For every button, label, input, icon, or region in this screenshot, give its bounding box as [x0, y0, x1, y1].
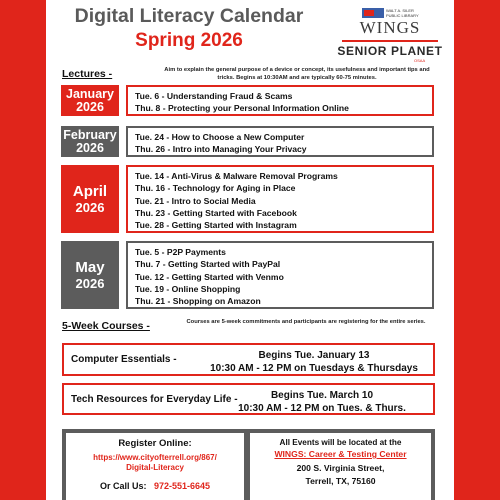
location-city: Terrell, TX, 75160 — [305, 476, 376, 486]
osaa-mark: OSAA — [414, 58, 426, 63]
month-label-february: February 2026 — [61, 126, 119, 157]
course-name: Computer Essentials - — [71, 354, 177, 365]
event-item: Thu. 8 - Protecting your Personal Information Online — [135, 103, 349, 114]
page-title: Digital Literacy Calendar — [74, 5, 304, 27]
month-row-may — [61, 241, 434, 309]
logo-divider — [342, 40, 438, 42]
event-item: Tue. 6 - Understanding Fraud & Scams — [135, 91, 293, 101]
location-panel — [250, 433, 431, 500]
month-row-february — [61, 126, 434, 157]
event-list-january — [126, 85, 434, 116]
event-list-april — [126, 165, 434, 233]
register-link[interactable]: https://www.cityofterrell.org/867/ — [93, 453, 217, 462]
event-item: Thu. 16 - Technology for Aging in Place — [135, 183, 296, 194]
lectures-description: Aim to explain the general purpose of a device or concept, its usefulness and important tips and tricks. Begins at 10:30AM and are typically 60-75 minutes. — [164, 67, 430, 81]
location-street: 200 S. Virginia Street, — [296, 463, 385, 473]
course-tech-resources — [62, 383, 435, 415]
event-item: Tue. 21 - Intro to Social Media — [135, 195, 256, 206]
course-name: Tech Resources for Everyday Life - — [71, 393, 238, 405]
course-schedule: Begins Tue. March 10 10:30 AM - 12 PM on Tues. & Thurs. — [238, 390, 406, 414]
event-item: Tue. 12 - Getting Started with Venmo — [135, 271, 284, 282]
courses-heading: 5-Week Courses - — [62, 320, 150, 332]
library-badge-mark — [362, 8, 384, 18]
event-item: Thu. 26 - Intro into Managing Your Privacy — [135, 144, 307, 155]
month-label-january: January 2026 — [61, 85, 119, 116]
event-item: Tue. 28 - Getting Started with Instagram — [135, 220, 297, 231]
month-row-april — [61, 165, 434, 233]
event-item: Tue. 14 - Anti-Virus & Malware Removal Programs — [135, 171, 338, 181]
register-title: Register Online: — [118, 438, 192, 449]
register-link-continued[interactable]: Digital-Literacy — [126, 463, 184, 472]
wings-wordmark: WINGS — [359, 18, 421, 37]
location-name: WINGS: Career & Testing Center — [274, 449, 407, 459]
call-us-line — [66, 481, 244, 491]
event-list-february — [126, 126, 434, 157]
event-item: Tue. 19 - Online Shopping — [135, 283, 241, 294]
event-list-may — [126, 241, 434, 309]
event-item: Thu. 21 - Shopping on Amazon — [135, 296, 261, 307]
event-item: Tue. 24 - How to Choose a New Computer — [135, 132, 305, 142]
library-badge-text: WALT A. SILER PUBLIC LIBRARY — [386, 8, 419, 18]
register-panel — [66, 433, 244, 500]
event-item: Thu. 23 - Getting Started with Facebook — [135, 207, 297, 218]
event-item: Thu. 7 - Getting Started with PayPal — [135, 259, 281, 270]
lectures-heading: Lectures - — [62, 68, 113, 80]
event-item: Tue. 5 - P2P Payments — [135, 247, 226, 257]
calendar-flyer — [46, 0, 454, 500]
month-label-may: May 2026 — [61, 241, 119, 309]
library-badge — [362, 8, 422, 18]
call-label: Or Call Us: — [99, 481, 147, 491]
wings-senior-planet-logo — [328, 8, 452, 66]
course-computer-essentials — [62, 343, 435, 376]
senior-planet-wordmark: SENIOR PLANET — [337, 44, 443, 58]
location-intro: All Events will be located at the — [279, 438, 402, 447]
footer-info — [62, 429, 435, 500]
page-subtitle: Spring 2026 — [135, 30, 243, 51]
month-row-january — [61, 85, 434, 116]
courses-description: Courses are 5-week commitments and participants are registering for the entire series. — [186, 319, 426, 325]
phone-number[interactable]: 972-551-6645 — [153, 481, 211, 491]
course-schedule: Begins Tue. January 13 10:30 AM - 12 PM on Tuesdays & Thursdays — [210, 350, 418, 374]
month-label-april: April 2026 — [61, 165, 119, 233]
